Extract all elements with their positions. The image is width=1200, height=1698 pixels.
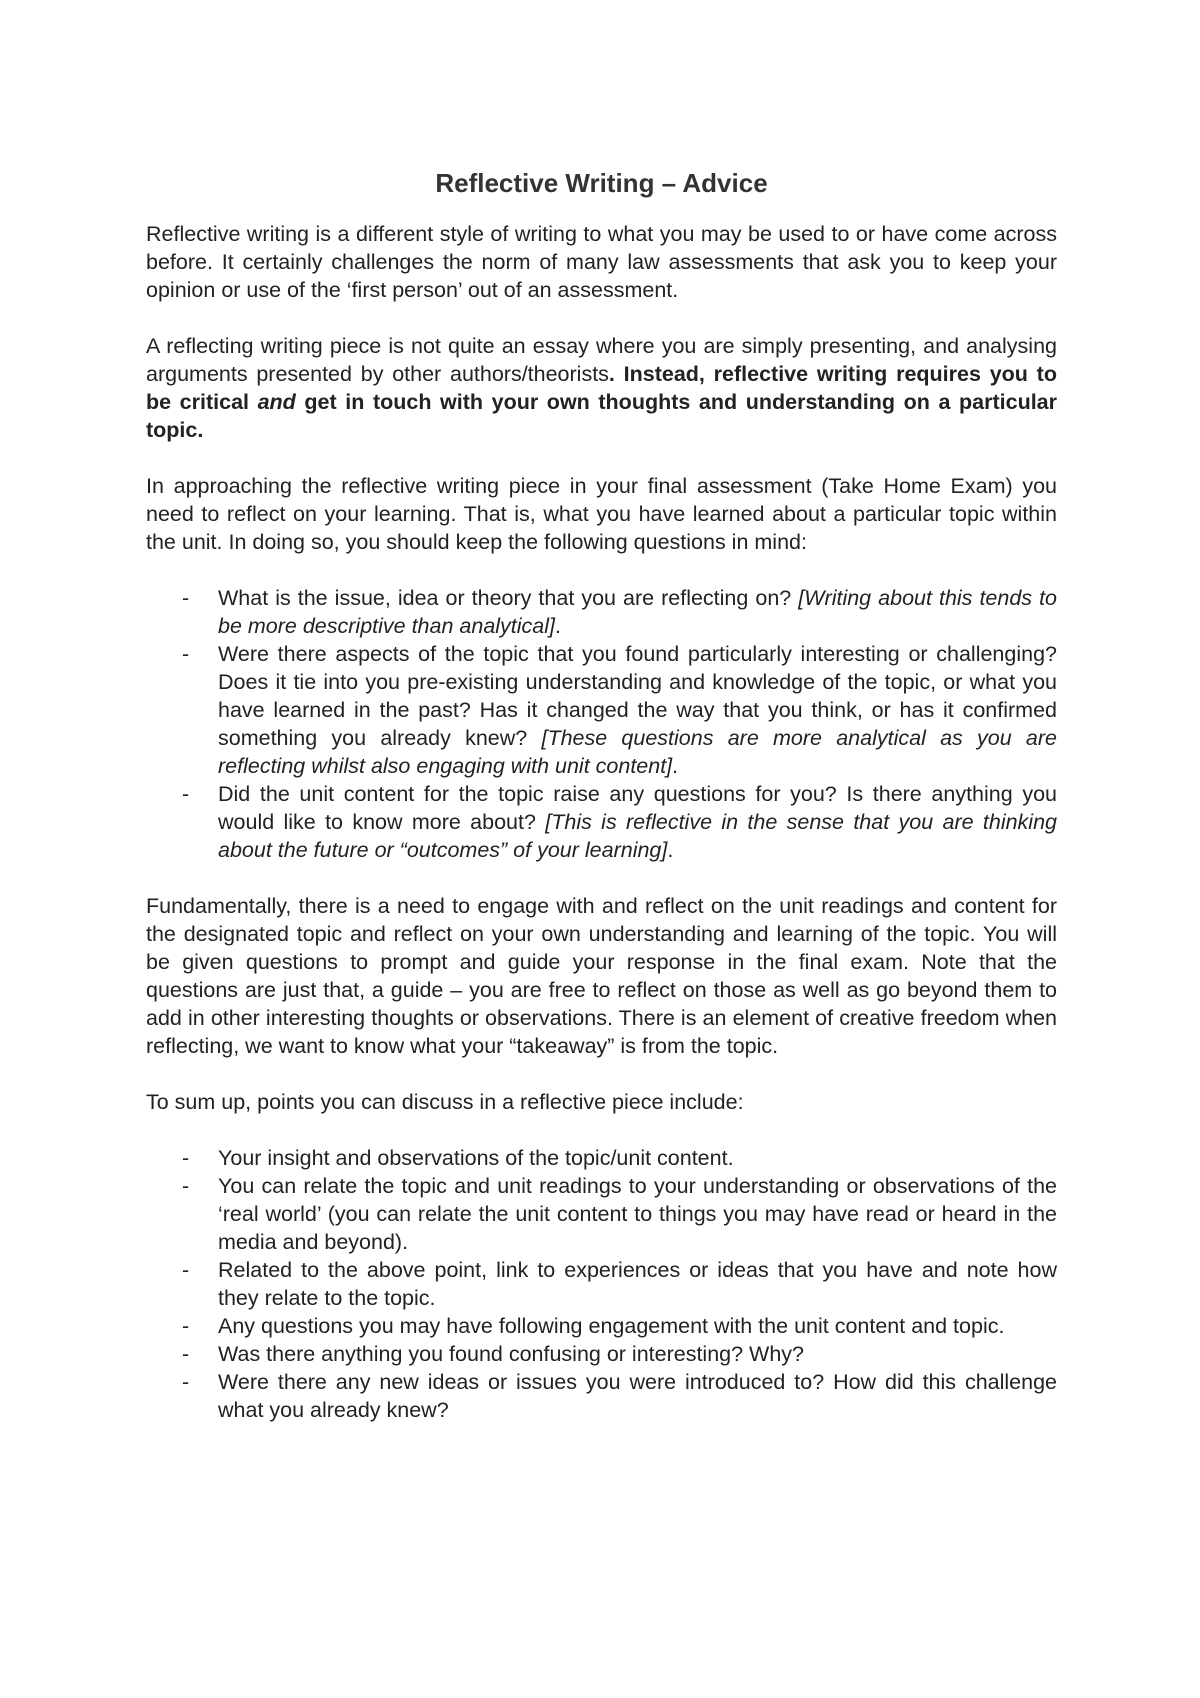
dash-bullet: - <box>182 1174 190 1198</box>
dash-bullet: - <box>182 1314 190 1338</box>
point-text: Any questions you may have following engagement with the unit content and topic. <box>218 1314 1005 1338</box>
question-text: Were there aspects of the topic that you found particularly interesting or challenging? Does it tie into you pre-existing understanding and knowledge of the topic, or what you have learned in the past? Has it changed the way that you think, or has it confirmed something you already knew? <box>218 642 1057 750</box>
question-note: [Writing about this tends to be more descriptive than analytical] <box>218 586 1058 638</box>
list-item <box>146 1256 1057 1312</box>
question-note: [These questions are more analytical as you are reflecting whilst also engaging with unit content] <box>218 726 1058 778</box>
list-item <box>146 1312 1057 1340</box>
instead-paragraph <box>146 332 1057 444</box>
instead-paragraph-bold-tail: get in touch with your own thoughts and understanding on a particular topic. <box>146 390 1058 442</box>
instead-paragraph-text: A reflecting writing piece is not quite an essay where you are simply presenting, and analysing arguments presented by other authors/theorists <box>146 334 1057 386</box>
dash-bullet: - <box>182 1146 190 1170</box>
point-text: Related to the above point, link to experiences or ideas that you have and note how they relate to the topic. <box>218 1258 1057 1310</box>
dash-bullet: - <box>182 782 190 806</box>
intro-paragraph: Reflective writing is a different style of writing to what you may be used to or have come across before. It certainly challenges the norm of many law assessments that ask you to keep your opinion or use of the ‘first person’ out of an assessment. <box>146 222 1057 302</box>
sum-up-paragraph: To sum up, points you can discuss in a reflective piece include: <box>146 1090 744 1114</box>
dash-bullet: - <box>182 1370 190 1394</box>
dash-bullet: - <box>182 642 190 666</box>
question-end: . <box>555 614 561 638</box>
point-text: Your insight and observations of the topic/unit content. <box>218 1146 734 1170</box>
list-item <box>146 640 1057 780</box>
list-item <box>146 1368 1057 1424</box>
question-end: . <box>667 838 674 862</box>
list-item <box>146 1172 1057 1256</box>
dash-bullet: - <box>182 586 190 610</box>
points-list <box>146 1144 1057 1424</box>
dash-bullet: - <box>182 1342 190 1366</box>
list-item <box>146 584 1057 640</box>
question-text: Did the unit content for the topic raise any questions for you? Is there anything you would like to know more about? <box>218 782 1057 834</box>
point-text: Was there anything you found confusing or interesting? Why? <box>218 1342 805 1366</box>
list-item <box>146 1340 1057 1368</box>
page-title: Reflective Writing – Advice <box>435 168 768 198</box>
dash-bullet: - <box>182 1258 190 1282</box>
question-note: [This is reflective in the sense that you are thinking about the future or “outcomes” of your learning] <box>218 810 1057 862</box>
point-text: You can relate the topic and unit readings to your understanding or observations of the ‘real world’ (you can relate the unit content to things you may have read or heard in the media and beyond). <box>218 1174 1057 1254</box>
list-item <box>146 780 1057 864</box>
questions-list <box>146 584 1057 864</box>
approach-paragraph: In approaching the reflective writing piece in your final assessment (Take Home Exam) you need to reflect on your learning. That is, what you have learned about a particular topic within the unit. In doing so, you should keep the following questions in mind: <box>146 474 1057 554</box>
point-text: Were there any new ideas or issues you were introduced to? How did this challenge what you already knew? <box>218 1370 1057 1422</box>
question-end: . <box>672 754 679 778</box>
document-body <box>146 166 1057 1452</box>
fundamentally-paragraph: Fundamentally, there is a need to engage with and reflect on the unit readings and content for the designated topic and reflect on your own understanding and learning of the topic. You will be given questions to prompt and guide your response in the final exam. Note that the questions are just that, a guide – you are free to reflect on those as well as go beyond them to add in other interesting thoughts or observations. There is an element of creative freedom when reflecting, we want to know what your “takeaway” is from the topic. <box>146 894 1057 1058</box>
list-item <box>146 1144 1057 1172</box>
instead-paragraph-bold-italic: and <box>257 390 296 414</box>
question-text: What is the issue, idea or theory that you are reflecting on? <box>218 586 799 610</box>
instead-paragraph-bold: . Instead, reflective writing requires you to be critical <box>146 362 1057 414</box>
